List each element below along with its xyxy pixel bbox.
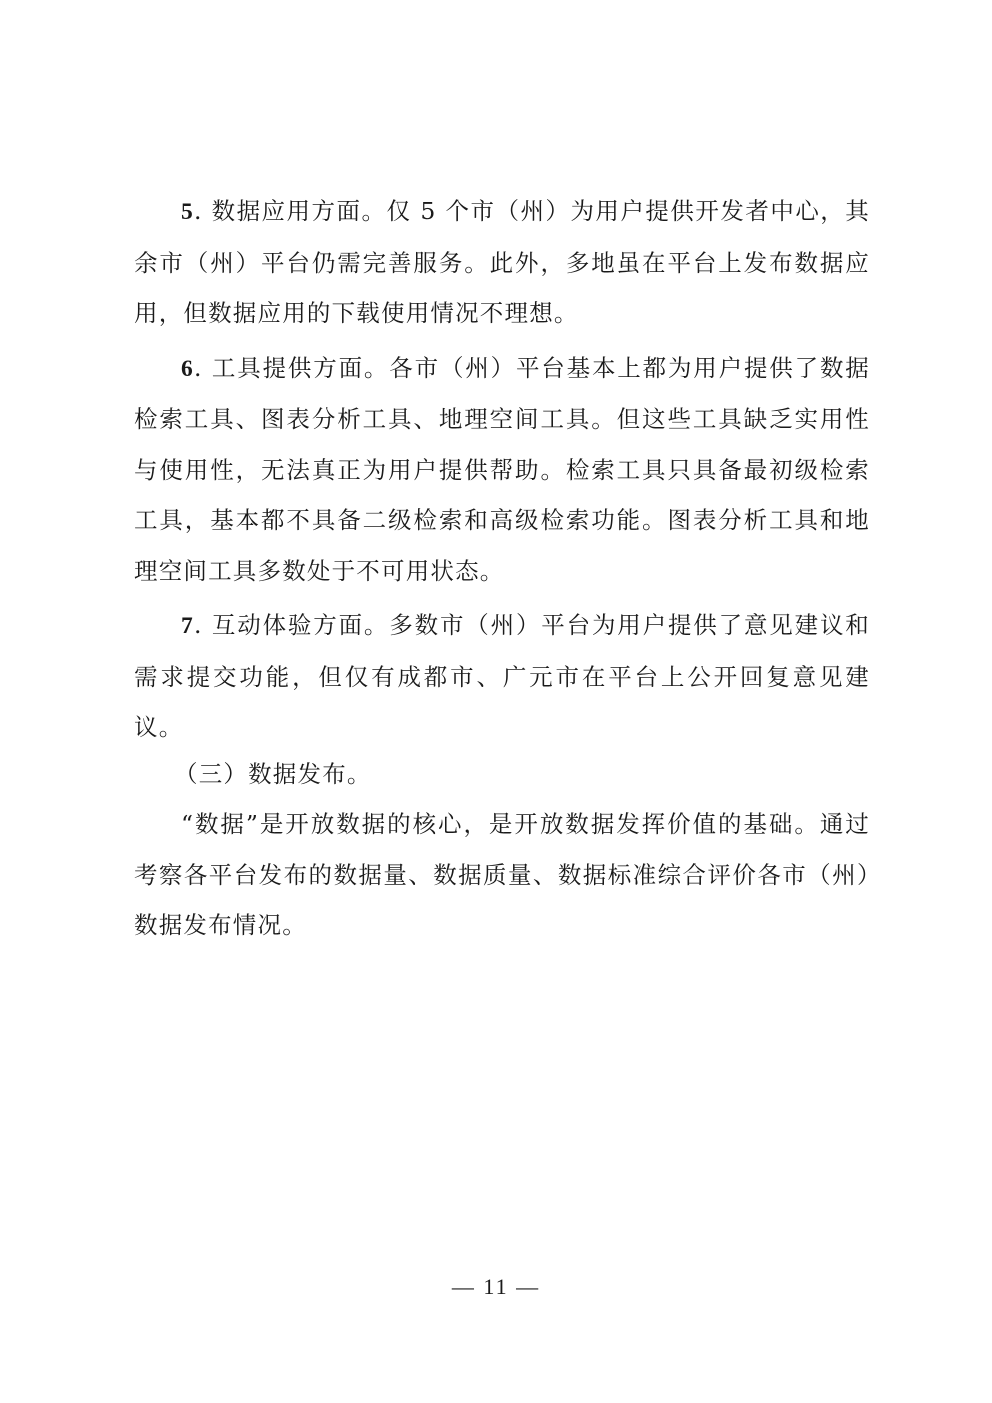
paragraph-5 bbox=[134, 186, 870, 339]
paragraph-7 bbox=[134, 600, 870, 753]
paragraph-number: 5 bbox=[181, 199, 194, 225]
paragraph-text: . 数据应用方面。仅 5 个市（州）为用户提供开发者中心，其余市（州）平台仍需完善服务。此外，多地虽在平台上发布数据应用，但数据应用的下载使用情况不理想。 bbox=[134, 197, 870, 327]
paragraph-6 bbox=[134, 343, 870, 597]
paragraph-text: . 互动体验方面。多数市（州）平台为用户提供了意见建议和需求提交功能，但仅有成都市、广元市在平台上公开回复意见建议。 bbox=[134, 611, 870, 741]
paragraph-number: 7 bbox=[181, 613, 194, 639]
section-heading: （三）数据发布。 bbox=[174, 759, 372, 788]
paragraph-text: . 工具提供方面。各市（州）平台基本上都为用户提供了数据检索工具、图表分析工具、地理空间工具。但这些工具缺乏实用性与使用性，无法真正为用户提供帮助。检索工具只具备最初级检索工具，基本都不具备二级检索和高级检索功能。图表分析工具和地理空间工具多数处于不可用状态。 bbox=[134, 353, 870, 585]
page-number: — 11 — bbox=[451, 1274, 541, 1299]
paragraph-number: 6 bbox=[181, 355, 194, 382]
body-text bbox=[134, 186, 870, 955]
section-body: “数据”是开放数据的核心，是开放数据发挥价值的基础。通过考察各平台发布的数据量、数据质量、数据标准综合评价各市（州）数据发布情况。 bbox=[134, 810, 870, 939]
